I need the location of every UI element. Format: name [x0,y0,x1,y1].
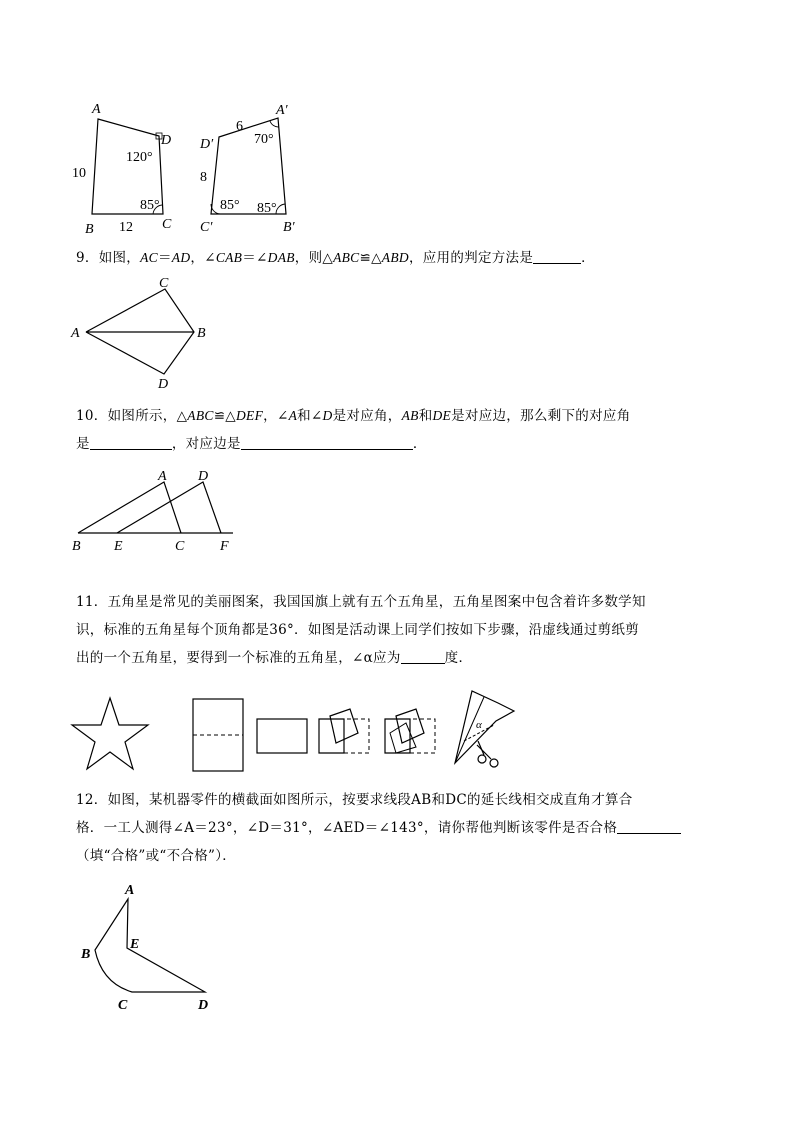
label-b: B [81,947,91,962]
question-10: 10．如图所示，△ABC≌△DEF，∠A和∠D是对应角，AB和DE是对应边，那么剩下的对应角 是 ，对应边是 ． [76,408,631,452]
label-a2: A′ [276,103,288,118]
answer-blank-10b [241,435,413,450]
question-9: 9．如图，AC＝AD，∠CAB＝∠DAB，则△ABC≌△ABD，应用的判定方法是 ． [76,250,595,266]
quadrilaterals-figure [60,95,320,240]
scissors-icon [477,741,498,767]
paper-step-4-flap2 [390,723,416,753]
label-b: B [72,539,81,554]
machine-part-figure [72,878,222,1018]
label-c: C [118,998,128,1013]
label-d: D [158,377,169,392]
question-11: 11．五角星是常见的美丽图案，我国国旗上就有五个五角星，五角星图案中包含着许多数学知 识，标准的五角星每个顶角都是36°．如图是活动课上同学们按如下步骤，沿虚线通过剪纸剪 出的一个五角星，要得到一个标准的五角星，∠α应为 度． [76,594,646,666]
label-b: B [85,222,94,237]
paper-step-2 [257,719,307,753]
angle-b2-value: 85° [257,201,277,216]
label-b2: B′ [283,220,295,235]
side-ab-length: 10 [72,166,86,181]
label-d2: D′ [200,137,214,152]
label-d: D [198,998,209,1013]
triangle-def [117,482,221,533]
label-c2: C′ [200,220,213,235]
answer-blank-11 [401,649,445,664]
label-c: C [175,539,185,554]
question-12: 12．如图，某机器零件的横截面如图所示，按要求线段AB和DC的延长线相交成直角才算合 格．一工人测得∠A＝23°，∠D＝31°，∠AED＝∠143°，请你帮他判断该零件是否合格 （填“合格”或“不合格”）． [76,786,726,870]
side-da2-length: 6 [236,119,243,134]
kite-figure [68,275,218,393]
side-bc-length: 12 [119,220,133,235]
triangles-figure [68,466,243,556]
part-outline [95,899,205,992]
label-d: D [161,133,172,148]
angle-mark-b2 [276,204,285,214]
label-c: C [159,276,169,291]
alpha-label: α [476,719,482,731]
star-steps-figure [66,683,526,778]
answer-blank-9 [533,249,581,264]
label-d: D [198,469,209,484]
label-b: B [197,326,206,341]
label-a: A [125,883,135,898]
label-a: A [92,102,101,117]
label-e: E [130,937,140,952]
label-a: A [71,326,80,341]
label-c: C [162,217,172,232]
label-f: F [220,539,229,554]
kite-lines [86,289,194,374]
angle-c-value: 85° [140,198,160,213]
answer-blank-12 [617,819,681,834]
label-e: E [114,539,123,554]
angle-c2-value: 85° [220,198,240,213]
answer-blank-10a [90,435,172,450]
star-shape [72,698,148,769]
angle-a2-value: 70° [254,132,274,147]
angle-mark-a2 [270,121,279,127]
angle-d-value: 120° [126,150,153,165]
side-dc2-length: 8 [200,170,207,185]
label-a: A [158,469,167,484]
